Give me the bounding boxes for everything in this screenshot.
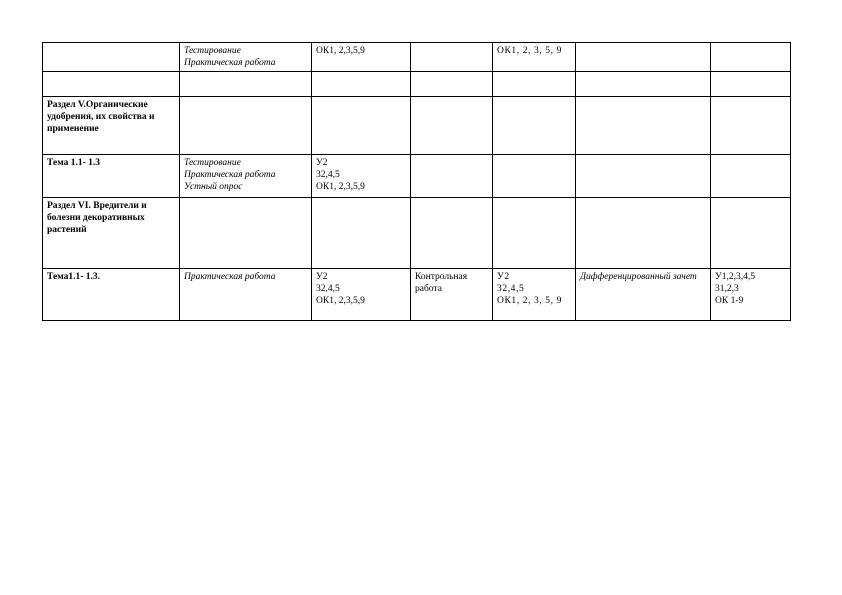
table-cell [493,72,576,97]
table-row [43,155,791,198]
table-cell [411,72,493,97]
table-cell [711,43,791,72]
table-cell [576,72,711,97]
table-cell [711,198,791,269]
table-cell-control-forms: Практическая работа [180,269,312,321]
section-title-cell: Раздел VI. Вредители и болезни декоративных растений [43,198,180,269]
table-row [43,43,791,72]
table-cell [411,43,493,72]
table-row [43,198,791,269]
table-cell [711,155,791,198]
table-cell-final-form: Дифференцированный зачет [576,269,711,321]
table-cell-competencies: У2 32,4,5 ОК1, 2,3,5,9 [312,269,411,321]
table-row [43,97,791,155]
table-cell-competencies: ОК1, 2, 3, 5, 9 [493,43,576,72]
table-cell [493,155,576,198]
table-cell [180,72,312,97]
table-cell [411,155,493,198]
table-cell [43,43,180,72]
table-cell [180,97,312,155]
table-cell-control-forms: Тестирование Практическая работа [180,43,312,72]
section-title-cell: Раздел V.Органические удобрения, их свойства и применение [43,97,180,155]
table-cell-competencies: У2 32,4,5 ОК1, 2,3,5,9 [312,155,411,198]
table-cell [493,97,576,155]
table-cell [576,155,711,198]
table-cell-competencies: У1,2,3,4,5 31,2,3 ОК 1-9 [711,269,791,321]
table-cell [411,198,493,269]
table-cell-final-control: Контрольная работа [411,269,493,321]
table-cell [576,97,711,155]
table-cell [711,97,791,155]
table-row [43,269,791,321]
topic-cell: Тема 1.1- 1.3 [43,155,180,198]
table-cell [493,198,576,269]
table-cell [576,198,711,269]
table-cell [43,72,180,97]
table-cell [312,97,411,155]
topic-cell: Тема1.1- 1.3. [43,269,180,321]
table-cell-control-forms: Тестирование Практическая работа Устный опрос [180,155,312,198]
table-row [43,72,791,97]
table-cell [312,72,411,97]
table-cell [411,97,493,155]
table-cell [576,43,711,72]
table-cell [312,198,411,269]
table-cell-competencies: ОК1, 2,3,5,9 [312,43,411,72]
assessment-table [42,42,791,321]
table-cell [711,72,791,97]
table-cell-competencies: У2 32,4,5 ОК1, 2, 3, 5, 9 [493,269,576,321]
table-cell [180,198,312,269]
